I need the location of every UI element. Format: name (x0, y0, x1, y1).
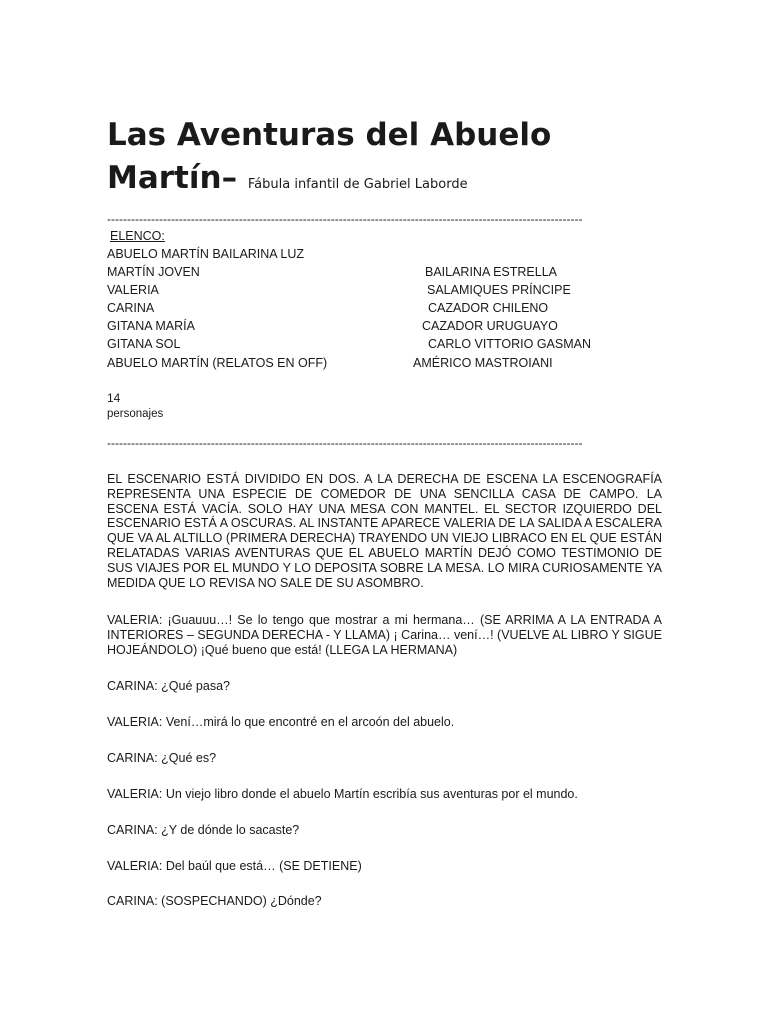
cast-name-left: ABUELO MARTÍN (RELATOS EN OFF) (107, 355, 328, 370)
character-count (107, 390, 163, 422)
cast-row (107, 281, 662, 299)
cast-row (107, 317, 662, 335)
cast-name-left: GITANA MARÍA (107, 319, 195, 334)
dialogue-line: VALERIA: ¡Guauuu…! Se lo tengo que mostrar a mi hermana… (SE ARRIMA A LA ENTRADA A INTERIORES – SEGUNDA DERECHA - Y LLAMA) ¡ Carina… vení…! (VUELVE AL LIBRO Y SIGUE HOJEÁNDOLO) ¡Qué bueno que está! (LLEGA LA HERMANA) (107, 613, 662, 657)
dialogue-line: CARINA: ¿Qué pasa? (107, 679, 230, 693)
document-subtitle: Fábula infantil de Gabriel Laborde (247, 177, 468, 192)
cast-name-left: VALERIA (107, 283, 159, 298)
dialogue-line: VALERIA: Vení…mirá lo que encontré en el arcoón del abuelo. (107, 715, 455, 729)
cast-list (107, 245, 662, 372)
character-count-number: 14 (107, 391, 121, 405)
cast-name-right: AMÉRICO MASTROIANI (413, 355, 553, 370)
cast-name-right: CARLO VITTORIO GASMAN (428, 337, 591, 352)
dialogue-line: VALERIA: Un viejo libro donde el abuelo Martín escribía sus aventuras por el mundo. (107, 787, 578, 801)
cast-name-left: CARINA (107, 301, 155, 316)
cast-row (107, 299, 662, 317)
cast-row (107, 335, 662, 353)
cast-row (107, 263, 662, 281)
separator-bottom: ----------------------------------------------------------------------------------------------------------------------- (107, 436, 583, 450)
stage-direction: EL ESCENARIO ESTÁ DIVIDIDO EN DOS. A LA DERECHA DE ESCENA LA ESCENOGRAFÍA REPRESENTA UNA ESPECIE DE COMEDOR DE UNA SENCILLA CASA DE CAMPO. LA ESCENA ESTÁ VACÍA. SOLO HAY UNA MESA CON MANTEL. EL SECTOR IZQUIERDO DEL ESCENARIO ESTÁ A OSCURAS. AL INSTANTE APARECE VALERIA DE LA SALIDA A ESCALERA QUE VA AL ALTILLO (PRIMERA DERECHA) TRAYENDO UN VIEJO LIBRACO EN EL QUE ESTÁN RELATADAS VARIAS AVENTURAS QUE EL ABUELO MARTÍN DEJÓ COMO TESTIMONIO DE SUS VIAJES POR EL MUNDO Y LO DEPOSITA SOBRE LA MESA. LO MIRA CURIOSAMENTE YA MEDIDA QUE LO REVISA NO SALE DE SU ASOMBRO. (107, 472, 662, 590)
dialogue-line: CARINA: ¿Y de dónde lo sacaste? (107, 823, 300, 837)
document-title (107, 114, 662, 200)
title-dash: – (221, 160, 238, 196)
cast-name-right: CAZADOR URUGUAYO (422, 319, 558, 334)
cast-name-right: BAILARINA ESTRELLA (425, 265, 558, 280)
cast-row (107, 245, 662, 263)
cast-name-right: CAZADOR CHILENO (428, 301, 549, 316)
cast-row (107, 354, 662, 372)
dialogue-line: CARINA: ¿Qué es? (107, 751, 217, 765)
cast-name-right: SALAMIQUES PRÍNCIPE (427, 283, 571, 298)
dialogue-line: CARINA: (SOSPECHANDO) ¿Dónde? (107, 894, 322, 908)
cast-name-left: MARTÍN JOVEN (107, 265, 200, 280)
cast-name-left: GITANA SOL (107, 337, 181, 352)
cast-name-left: ABUELO MARTÍN BAILARINA LUZ (107, 247, 305, 261)
cast-heading: ELENCO: (110, 229, 165, 243)
title-main: Las Aventuras del Abuelo Martín (107, 117, 552, 196)
dialogue-line: VALERIA: Del baúl que está… (SE DETIENE) (107, 859, 362, 873)
separator-top: ----------------------------------------------------------------------------------------------------------------------- (107, 212, 583, 226)
character-count-unit: personajes (107, 408, 164, 420)
